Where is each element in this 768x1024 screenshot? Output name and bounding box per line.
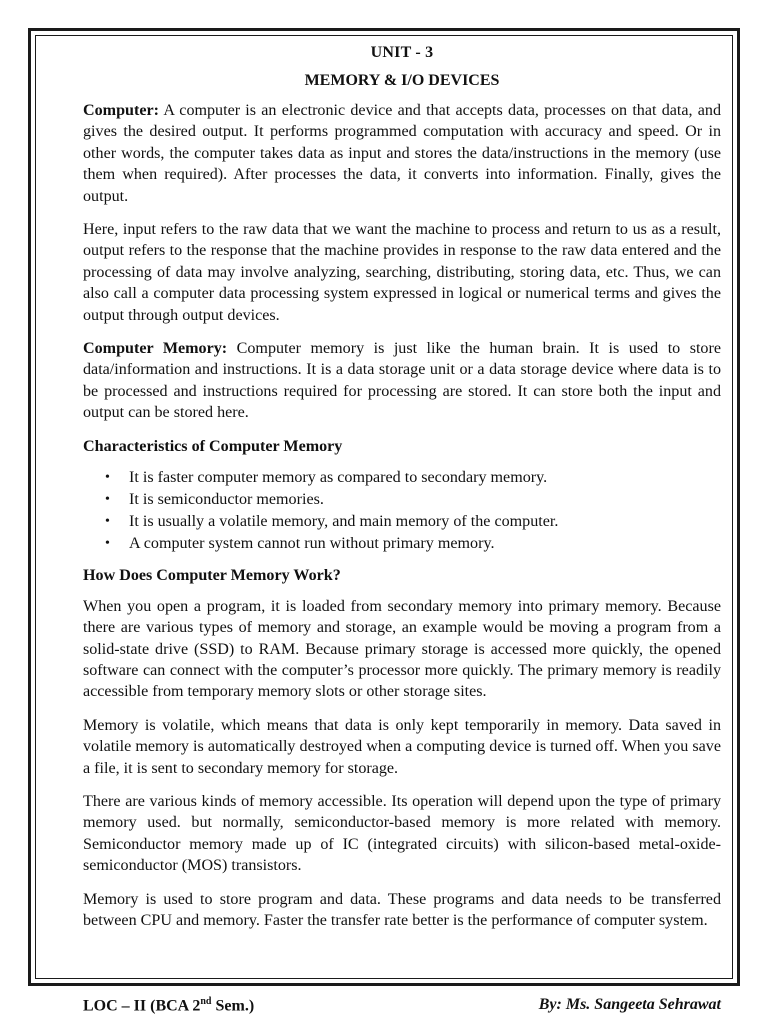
footer-course-text: LOC – II (BCA 2 [83, 997, 201, 1015]
how-paragraph-4: Memory is used to store program and data. These programs and data needs to be transferred between CPU and memory. Faster the transfer rate better is the performance of computer system. [83, 890, 721, 929]
computer-lead: Computer: [83, 102, 159, 119]
how-paragraph-2: Memory is volatile, which means that data is only kept temporarily in memory. Data saved in volatile memory is automatically destroyed when a computing device is turned off. When you save a file, it is sent to secondary memory for storage. [83, 716, 721, 777]
footer-course-sup: nd [200, 996, 212, 1007]
bullet-icon: • [105, 513, 110, 529]
unit-heading: UNIT - 3 [370, 44, 434, 61]
list-item [105, 511, 721, 533]
footer-course [83, 996, 254, 1015]
footer-author: By: Ms. Sangeeta Sehrawat [538, 996, 721, 1013]
list-item [105, 533, 721, 555]
page-footer [83, 996, 721, 1015]
list-item-text: It is faster computer memory as compared to secondary memory. [129, 468, 548, 486]
computer-paragraph [83, 100, 721, 207]
list-item-text: A computer system cannot run without primary memory. [129, 534, 495, 552]
bullet-icon: • [105, 491, 110, 507]
memory-lead: Computer Memory: [83, 340, 228, 358]
bullet-icon: • [105, 469, 110, 485]
input-output-paragraph: Here, input refers to the raw data that we want the machine to process and return to us as a result, output refers to the response that the machine provides in response to the raw data entered and the processing of data may involve analyzing, searching, distributing, storing data, etc. Thus, we can also call a computer data processing system expressed in logical or numerical terms and gives the output through output devices. [83, 221, 721, 324]
how-paragraph-1: When you open a program, it is loaded from secondary memory into primary memory. Because there are various types of memory and storage, an example would be moving a program from a solid-state drive (SSD) to RAM. Because primary storage is accessed more quickly, the opened software can connect with the computer’s processor more quickly. The primary memory is readily accessible from temporary memory slots or other storage sites. [83, 597, 721, 701]
how-paragraph-3: There are various kinds of memory accessible. Its operation will depend upon the type of primary memory used. but normally, semiconductor-based memory is more related with memory. Semiconductor memory made up of IC (integrated circuits) with silicon-based metal-oxide-semiconductor (MOS) transistors. [83, 792, 721, 875]
memory-paragraph [83, 338, 721, 424]
bullet-icon: • [105, 535, 110, 551]
characteristics-heading: Characteristics of Computer Memory [83, 437, 343, 455]
how-memory-works-heading: How Does Computer Memory Work? [83, 566, 341, 584]
list-item-text: It is usually a volatile memory, and main memory of the computer. [129, 512, 559, 530]
list-item [105, 467, 721, 489]
list-item [105, 489, 721, 511]
page-title: MEMORY & I/O DEVICES [304, 72, 500, 89]
list-item-text: It is semiconductor memories. [129, 490, 324, 508]
footer-course-suffix: Sem.) [211, 997, 255, 1015]
memory-text: Computer memory is just like the human brain. It is used to store data/information and instructions. It is a data storage unit or a data storage device where data is to be processed and instructions required for processing are stored. It can store both the input and output can be stored here. [83, 340, 721, 422]
characteristics-list [83, 467, 721, 555]
computer-text: A computer is an electronic device and that accepts data, processes on that data, and gives the desired output. It performs programmed computation with accuracy and speed. Or in other words, the computer takes data as input and stores the data/instructions in the memory (use them when required). After processes the data, it converts into information. Finally, gives the output. [83, 102, 721, 205]
document-body [83, 44, 721, 943]
